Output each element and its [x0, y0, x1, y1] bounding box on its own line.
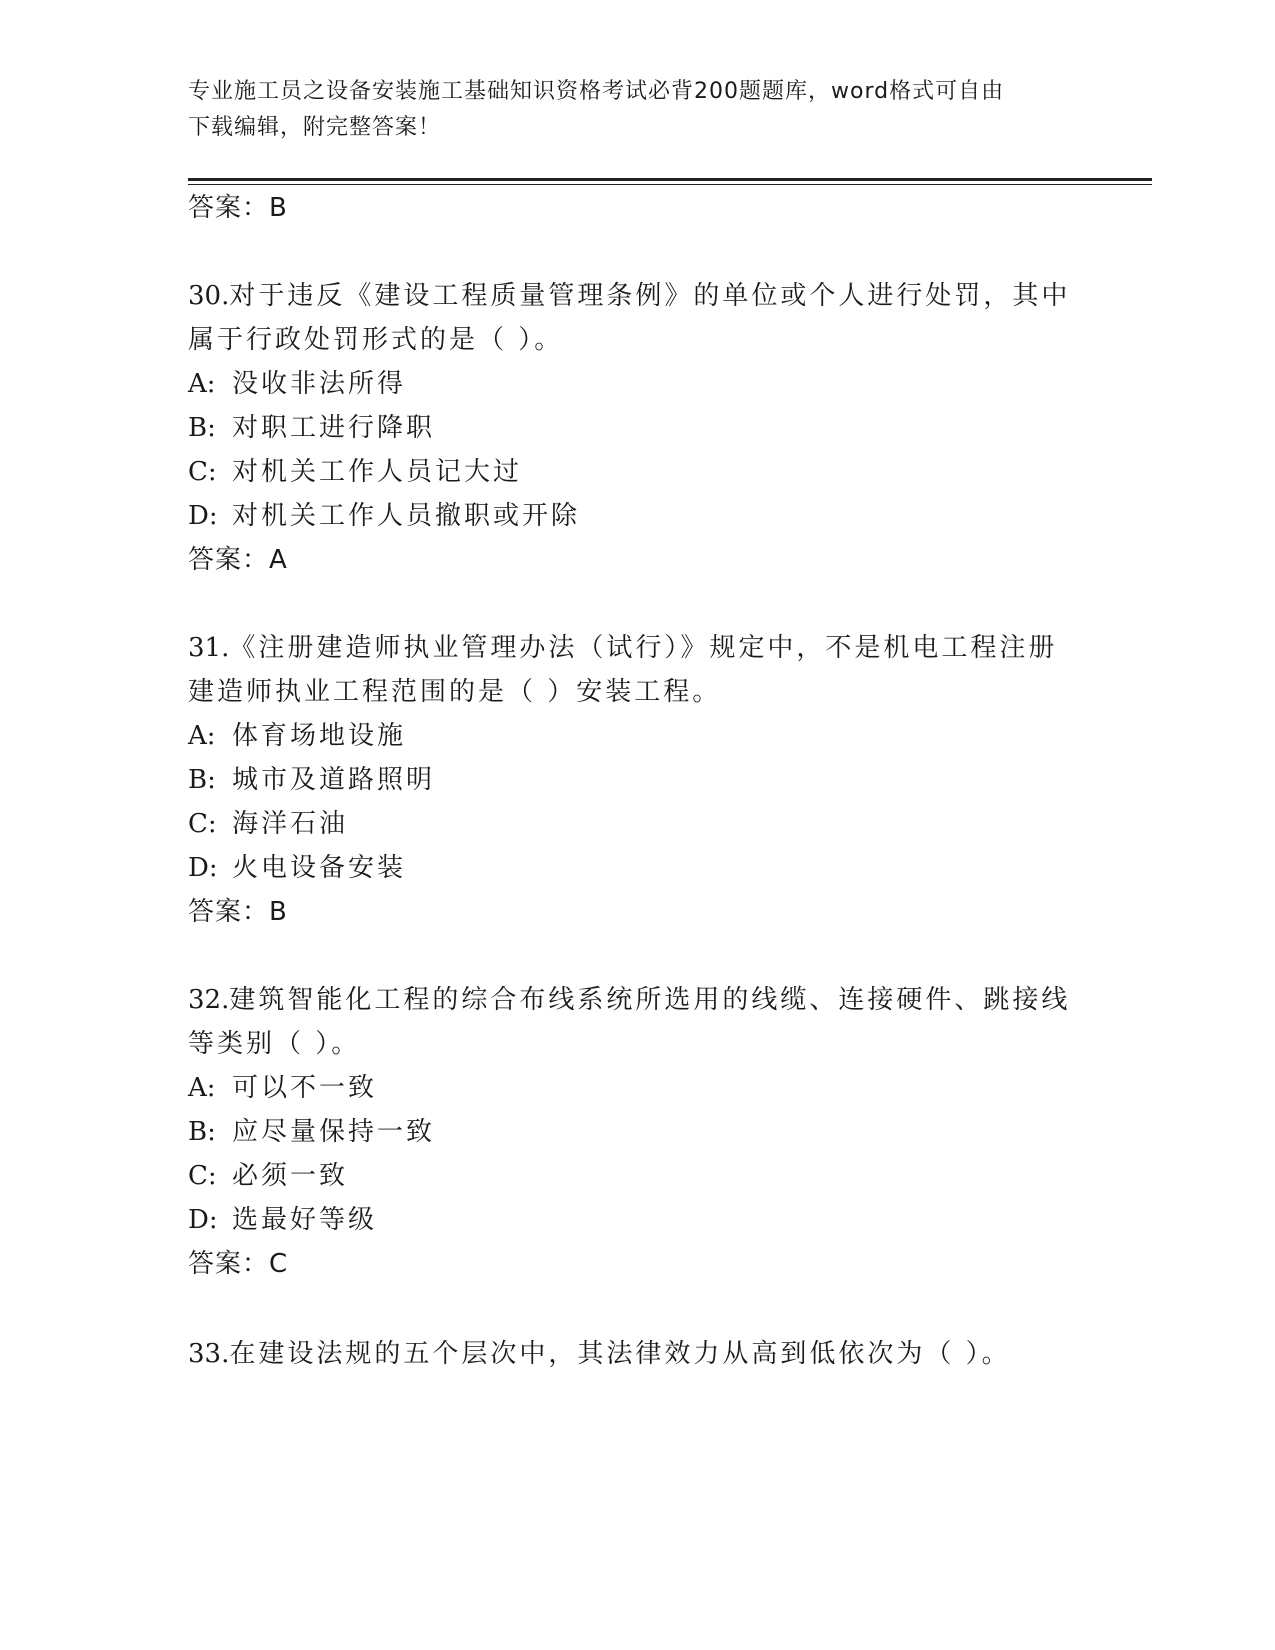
option-label: C: [188, 457, 217, 487]
question-31-option-c [188, 804, 348, 844]
option-label: B: [188, 1117, 216, 1147]
option-text: 对机关工作人员撤职或开除 [232, 501, 581, 531]
question-stem-text: 建筑智能化工程的综合布线系统所选用的线缆、连接硬件、跳接线 [229, 985, 1071, 1015]
header-rule-thick [188, 178, 1152, 181]
question-30-option-b [188, 408, 435, 448]
answer-line: 答案：B [188, 193, 288, 223]
option-label: A: [188, 721, 216, 751]
question-31-option-a [188, 716, 406, 756]
question-32-option-b [188, 1112, 435, 1152]
question-30-answer: 答案：A [188, 545, 288, 575]
document-header [188, 74, 1078, 146]
question-32-answer: 答案：C [188, 1249, 289, 1279]
header-line-2: 下载编辑，附完整答案！ [188, 115, 442, 140]
option-label: D: [188, 1205, 218, 1235]
question-32-stem-line-1 [188, 980, 1070, 1020]
question-number: 32. [188, 985, 230, 1015]
question-stem-text: 对于违反《建设工程质量管理条例》的单位或个人进行处罚，其中 [229, 281, 1071, 311]
option-label: D: [188, 501, 218, 531]
option-label: C: [188, 1161, 217, 1191]
question-30-stem-line-1 [188, 276, 1070, 316]
question-32-option-d [188, 1200, 377, 1240]
question-33-stem-line-1 [188, 1334, 1011, 1374]
option-text: 必须一致 [232, 1161, 349, 1191]
question-number: 33. [188, 1339, 230, 1369]
option-label: C: [188, 809, 217, 839]
question-30-option-d [188, 496, 580, 536]
option-text: 应尽量保持一致 [232, 1117, 436, 1147]
header-rule-thin [188, 184, 1152, 185]
option-text: 可以不一致 [232, 1073, 378, 1103]
question-number: 30. [188, 281, 230, 311]
option-text: 选最好等级 [232, 1205, 378, 1235]
option-label: A: [188, 369, 216, 399]
option-text: 没收非法所得 [232, 369, 407, 399]
option-text: 体育场地设施 [232, 721, 407, 751]
question-31-stem-line-2: 建造师执业工程范围的是（ ）安装工程。 [188, 677, 722, 707]
option-text: 城市及道路照明 [232, 765, 436, 795]
question-30-stem-line-2: 属于行政处罚形式的是（ ）。 [188, 325, 564, 355]
question-30-option-c [188, 452, 522, 492]
option-text: 海洋石油 [232, 809, 349, 839]
question-31-option-b [188, 760, 435, 800]
option-label: B: [188, 413, 216, 443]
question-31-stem-line-1 [188, 628, 1057, 668]
question-number: 31. [188, 633, 230, 663]
option-text: 对机关工作人员记大过 [232, 457, 523, 487]
option-label: A: [188, 1073, 216, 1103]
question-32-option-c [188, 1156, 348, 1196]
question-stem-text: 在建设法规的五个层次中，其法律效力从高到低依次为（ ）。 [229, 1339, 1011, 1369]
option-text: 火电设备安装 [232, 853, 407, 883]
question-30-option-a [188, 364, 406, 404]
question-31-answer: 答案：B [188, 897, 288, 927]
question-32-option-a [188, 1068, 377, 1108]
option-label: D: [188, 853, 218, 883]
question-32-stem-line-2: 等类别（ ）。 [188, 1029, 361, 1059]
option-text: 对职工进行降职 [232, 413, 436, 443]
question-stem-text: 《注册建造师执业管理办法（试行）》规定中，不是机电工程注册 [229, 633, 1058, 663]
option-label: B: [188, 765, 216, 795]
question-31-option-d [188, 848, 406, 888]
header-line-1: 专业施工员之设备安装施工基础知识资格考试必背200题题库，word格式可自由 [188, 79, 1005, 104]
